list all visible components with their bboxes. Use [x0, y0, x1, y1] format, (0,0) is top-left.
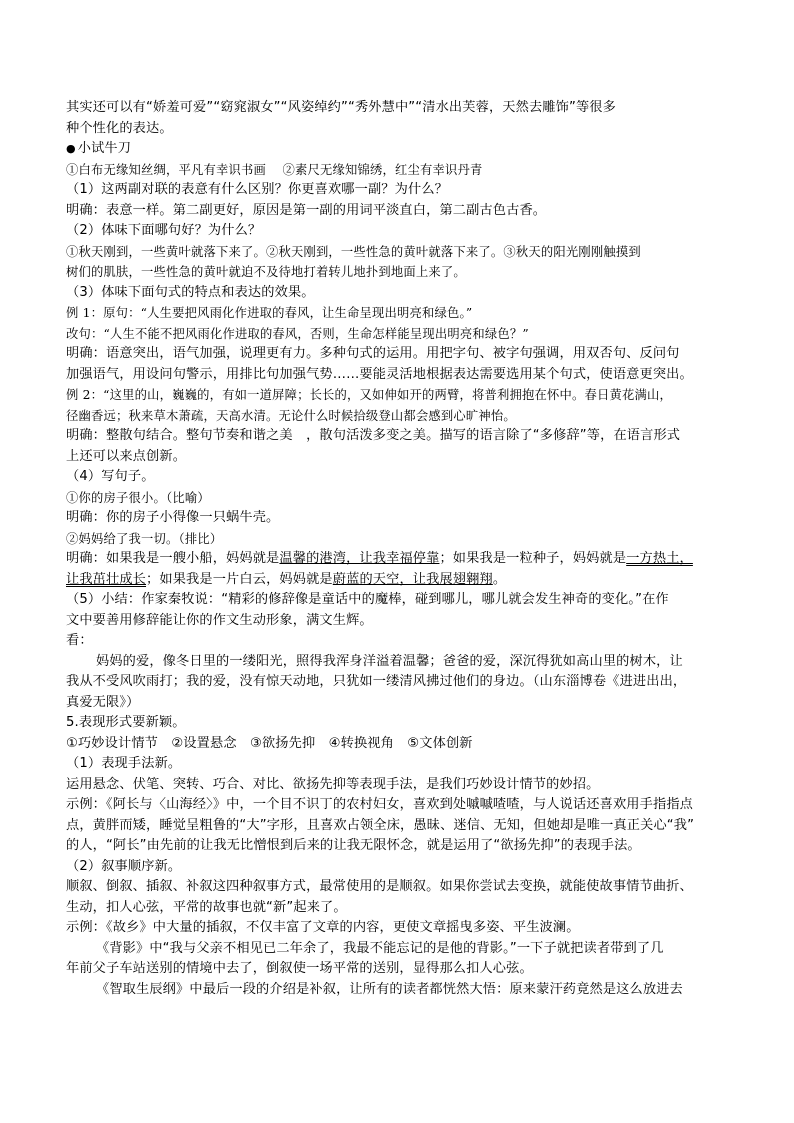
question-line: （3）体味下面句式的特点和表达的效果。 [66, 284, 315, 300]
underlined-phrase: 温馨的港湾，让我幸福停靠 [279, 551, 440, 566]
document-body [66, 98, 734, 1000]
text-line: 点，黄胖而矮，睡觉呈粗鲁的“大”字形，且喜欢占领全床，愚昧、迷信、无知，但她却是唯一真正关心“我” [66, 817, 695, 833]
summary-line: （5）小结：作家秦牧说：“精彩的修辞像是童话中的魔棒，碰到哪儿，哪儿就会发生神奇的变化。”在作 [66, 592, 669, 607]
answer-text: ；如果我是一片白云，妈妈就是 [146, 571, 333, 587]
answer-text: ；如果我是一粒种子，妈妈就是 [439, 551, 627, 566]
answer-line [66, 549, 734, 570]
text-line: 的人，“阿长”由先前的让我无比憎恨到后来的让我无限怀念，就是运用了“欲扬先抑”的表现手法。 [66, 838, 641, 853]
answer-text: 。 [492, 571, 507, 587]
question-line: （2）体味下面哪句好？为什么？ [66, 223, 262, 238]
quote-line: 我从不受风吹雨打；我的爱，没有惊天动地，只犹如一缕清风拂过他们的身边。（山东淄博卷《进进出出， [66, 674, 687, 689]
underlined-phrase: 让我茁壮成长 [66, 571, 147, 587]
section-heading: ● 小试牛刀 [66, 139, 734, 160]
text-line: 《智取生辰纲》中最后一段的介绍是补叙，让所有的读者都恍然大悟：原来蒙汗药竟然是这么放进去 [96, 981, 683, 997]
example-line: 例 1：原句：“人生要把风雨化作进取的春风，让生命呈现出明亮和绿色。” [66, 306, 473, 320]
example-line: 树们的肌肤，一些性急的黄叶就迫不及待地打着转儿地扑到地面上来了。 [66, 265, 466, 279]
quote-line: 真爱无限》） [66, 694, 140, 710]
example-line: ①你的房子很小。（比喻） [66, 490, 210, 505]
text-line: 种个性化的表达。 [66, 120, 173, 136]
text-line: 其实还可以有“娇羞可爱”“窈窕淑女”“风姿绰约”“秀外慧中”“清水出芙蓉，天然去雕饰”等很多 [66, 100, 616, 115]
underlined-phrase: 蔚蓝的天空，让我展翅翱翔 [332, 571, 493, 587]
section-heading: 5.表现形式要新颖。 [66, 715, 186, 730]
example-line: ②妈妈给了我一切。（排比） [66, 531, 223, 546]
example-line: ①秋天刚到，一些黄叶就落下来了。②秋天刚到，一些性急的黄叶就落下来了。③秋天的阳光刚刚触摸到 [66, 244, 641, 259]
text-line: 年前父子车站送别的情境中去了，倒叙使一场平常的送别，显得那么扣人心弦。 [66, 961, 533, 976]
text-line: 示例：《阿长与〈山海经〉》中，一个目不识丁的农村妇女，喜欢到处嘁嘁喳喳，与人说话还喜欢用手指指点 [66, 797, 693, 812]
subheading: （1）表现手法新。 [66, 756, 182, 771]
text-line: 运用悬念、伏笔、突转、巧合、对比、欲扬先抑等表现手法，是我们巧妙设计情节的妙招。 [66, 776, 600, 792]
answer-line: 明确：你的房子小得像一只蜗牛壳。 [66, 510, 280, 525]
summary-line: 文中要善用修辞能让你的作文生动形象，满文生辉。 [66, 612, 373, 628]
answer-line: 加强语气，用设问句警示，用排比句加强气势……要能灵活地根据表达需要选用某个句式，使语意更突出。 [66, 366, 693, 382]
quote-line: 妈妈的爱，像冬日里的一缕阳光，照得我浑身洋溢着温馨；爸爸的爱，深沉得犹如高山里的树木，让 [96, 653, 683, 669]
example-line: 径幽香远；秋来草木萧疏，天高水清。无论什么时候拾级登山都会感到心旷神怡。 [66, 408, 516, 423]
text-line: 顺叙、倒叙、插叙、补叙这四种叙事方式，最常使用的是顺叙。如果你尝试去变换，就能使故事情节曲折、 [66, 879, 693, 894]
question-line: （1）这两副对联的表意有什么区别？你更喜欢哪一副？为什么？ [66, 182, 448, 197]
example-line: 改句：“人生不能不把风雨化作进取的春风，否则，生命怎样能呈现出明亮和绿色？” [66, 326, 529, 341]
answer-line: 上还可以来点创新。 [66, 448, 187, 464]
answer-text: 明确：如果我是一艘小船，妈妈就是 [66, 551, 280, 566]
answer-line: 明确：表意一样。第二副更好，原因是第一副的用词平淡直白，第二副古色古香。 [66, 202, 547, 218]
subheading: （2）叙事顺序新。 [66, 858, 182, 874]
text-line: 看： [66, 633, 93, 648]
answer-line: 明确：整散句结合。整句节奏和谐之美 ，散句活泼多变之美。描写的语言除了“多修辞”等，在语言形式 [66, 428, 681, 443]
underlined-phrase: 一方热土， [626, 551, 693, 566]
text-line: 示例：《故乡》中大量的插叙，不仅丰富了文章的内容，更使文章摇曳多姿、平生波澜。 [66, 920, 580, 935]
text-line: 《背影》中“我与父亲不相见已二年余了，我最不能忘记的是他的背影。”一下子就把读者带到了几 [96, 940, 664, 956]
question-line: （4）写句子。 [66, 469, 155, 484]
text-line: ①巧妙设计情节 ②设置悬念 ③欲扬先抑 ④转换视角 ⑤文体创新 [66, 735, 473, 751]
answer-line: 明确：语意突出，语气加强，说理更有力。多种句式的运用。用把字句、被字句强调，用双否句、反问句 [66, 346, 680, 361]
couplet-line: ①白布无缘知丝绸，平凡有幸识书画 ②素尺无缘知锦绣，红尘有幸识丹青 [66, 162, 483, 177]
answer-line [66, 570, 734, 591]
example-line: 例 2：“这里的山，巍巍的，有如一道屏障；长长的，又如伸如开的两臂，将普利拥抱在怀中。春日黄花满山， [66, 388, 672, 402]
text-line: 生动，扣人心弦，平常的故事也就“新”起来了。 [66, 899, 347, 915]
